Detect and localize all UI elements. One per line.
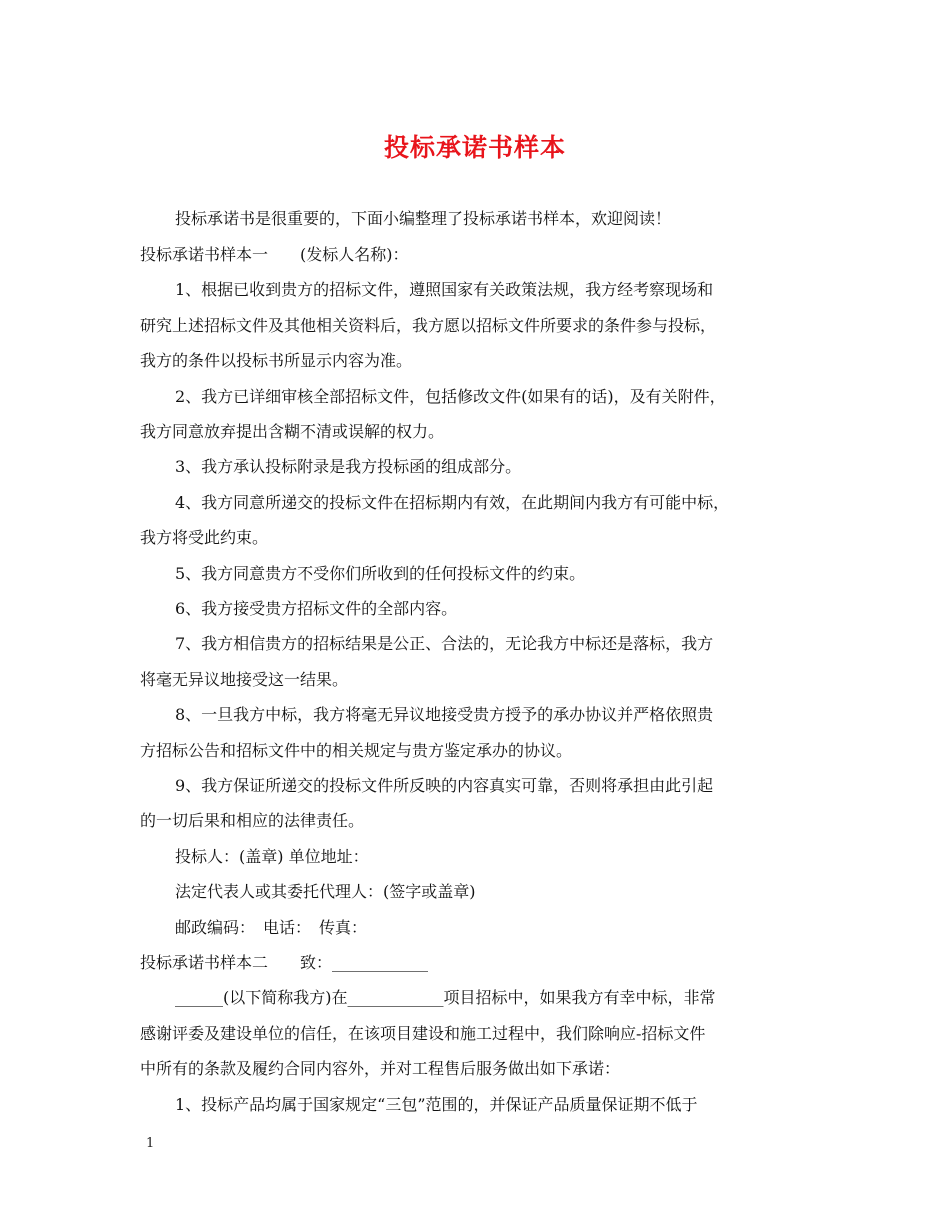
text-line: 投标承诺书是很重要的，下面小编整理了投标承诺书样本，欢迎阅读！ xyxy=(175,209,672,228)
text-line: 4、我方同意所递交的投标文件在招标期内有效，在此期间内我方有可能中标， xyxy=(175,493,730,512)
text-line: 投标人：(盖章) 单位地址： xyxy=(175,847,369,866)
text-line: 1、投标产品均属于国家规定“三包”范围的，并保证产品质量保证期不低于 xyxy=(175,1095,698,1114)
text-line: 邮政编码： 电话： 传真： xyxy=(175,918,368,937)
text-line: 我方的条件以投标书所显示内容为准。 xyxy=(140,351,413,370)
text-line: 法定代表人或其委托代理人：(签字或盖章) xyxy=(175,882,476,901)
page-number: 1 xyxy=(146,1136,155,1151)
text-line: 研究上述招标文件及其他相关资料后，我方愿以招标文件所要求的条件参与投标， xyxy=(140,316,717,335)
text-line: 6、我方接受贵方招标文件的全部内容。 xyxy=(175,599,458,618)
text-line: ______(以下简称我方)在____________项目招标中，如果我方有幸中标，非常 xyxy=(175,988,716,1007)
text-line: 9、我方保证所递交的投标文件所反映的内容真实可靠，否则将承担由此引起 xyxy=(175,776,714,795)
text-line: 中所有的条款及履约合同内容外，并对工程售后服务做出如下承诺： xyxy=(140,1059,621,1078)
text-line: 将毫无异议地接受这一结果。 xyxy=(140,670,349,689)
text-line: 感谢评委及建设单位的信任，在该项目建设和施工过程中，我们除响应-招标文件 xyxy=(140,1024,706,1043)
text-line: 7、我方相信贵方的招标结果是公正、合法的，无论我方中标还是落标，我方 xyxy=(175,634,714,653)
text-line: 我方同意放弃提出含糊不清或误解的权力。 xyxy=(140,422,445,441)
text-line: 方招标公告和招标文件中的相关规定与贵方鉴定承办的协议。 xyxy=(140,741,573,760)
text-line: 5、我方同意贵方不受你们所收到的任何投标文件的约束。 xyxy=(175,564,586,583)
text-line: 2、我方已详细审核全部招标文件，包括修改文件(如果有的话)，及有关附件， xyxy=(175,387,726,406)
text-line: 1、根据已收到贵方的招标文件，遵照国家有关政策法规，我方经考察现场和 xyxy=(175,280,714,299)
text-line: 投标承诺书样本一 (发标人名称)： xyxy=(140,245,409,264)
text-line: 投标承诺书样本二 致：____________ xyxy=(140,953,429,972)
text-line: 8、一旦我方中标，我方将毫无异议地接受贵方授予的承办协议并严格依照贵 xyxy=(175,705,714,724)
page-title: 投标承诺书样本 xyxy=(383,133,566,162)
text-line: 3、我方承认投标附录是我方投标函的组成部分。 xyxy=(175,457,522,476)
text-line: 我方将受此约束。 xyxy=(140,528,269,547)
text-line: 的一切后果和相应的法律责任。 xyxy=(140,811,365,830)
